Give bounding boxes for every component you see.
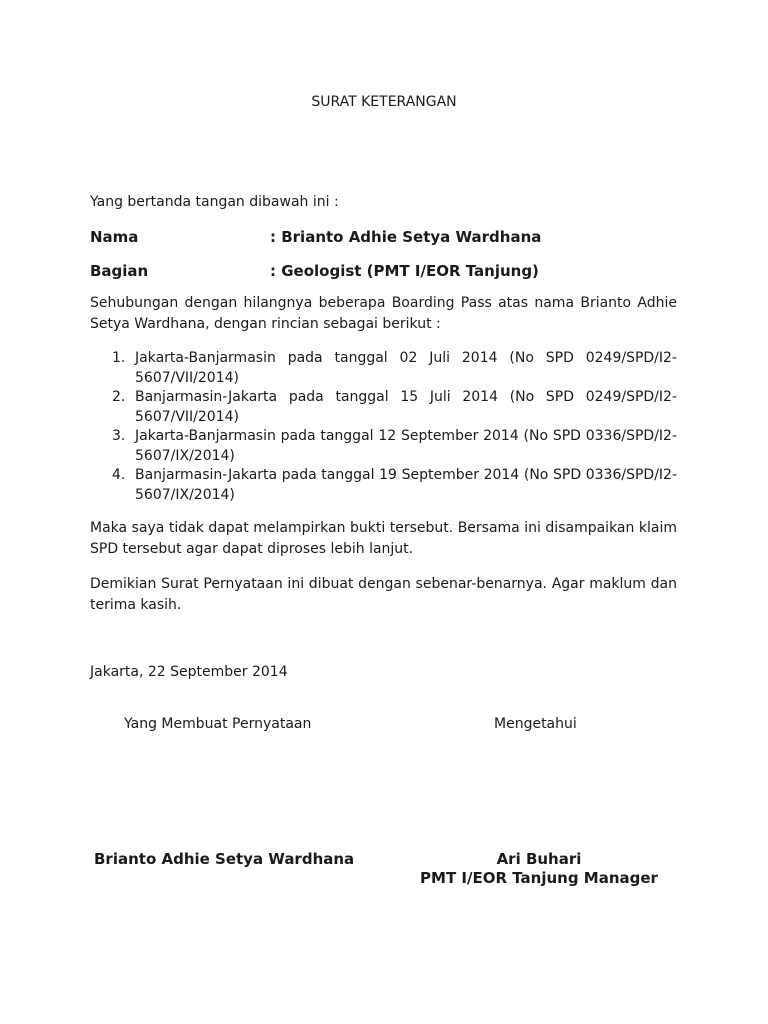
boarding-pass-list <box>90 349 677 505</box>
signer-position-right: PMT I/EOR Tanjung Manager <box>420 869 658 887</box>
list-item-text: Banjarmasin-Jakarta pada tanggal 15 Juli 2014 (No SPD 0249/SPD/I2-5607/VII/2014) <box>135 389 677 425</box>
field-label-bagian: Bagian <box>90 262 149 280</box>
field-value-nama: : Brianto Adhie Setya Wardhana <box>270 228 542 246</box>
field-value-bagian: : Geologist (PMT I/EOR Tanjung) <box>270 262 539 280</box>
list-item <box>90 466 677 505</box>
place-date: Jakarta, 22 September 2014 <box>90 664 288 680</box>
document-title: SURAT KETERANGAN <box>311 94 457 110</box>
list-item-text: Banjarmasin-Jakarta pada tanggal 19 September 2014 (No SPD 0336/SPD/I2-5607/IX/2014) <box>135 467 677 503</box>
signer-name-left: Brianto Adhie Setya Wardhana <box>94 850 355 868</box>
intro-text: Yang bertanda tangan dibawah ini : <box>90 194 339 210</box>
signer-name-right: Ari Buhari <box>496 850 582 868</box>
list-item-number: 4. <box>112 467 126 483</box>
paragraph-intro: Sehubungan dengan hilangnya beberapa Boarding Pass atas nama Brianto Adhie Setya Wardhana, dengan rincian sebagai berikut : <box>90 295 677 332</box>
list-item-number: 2. <box>112 389 126 405</box>
signature-right-heading: Mengetahui <box>494 716 577 732</box>
signature-left-heading: Yang Membuat Pernyataan <box>124 716 312 732</box>
paragraph-closing: Demikian Surat Pernyataan ini dibuat dengan sebenar-benarnya. Agar maklum dan terima kasih. <box>90 576 677 613</box>
list-item <box>90 427 677 466</box>
list-item-number: 3. <box>112 428 126 444</box>
list-item-number: 1. <box>112 350 126 366</box>
list-item-text: Jakarta-Banjarmasin pada tanggal 02 Juli 2014 (No SPD 0249/SPD/I2-5607/VII/2014) <box>135 350 677 386</box>
list-item-text: Jakarta-Banjarmasin pada tanggal 12 September 2014 (No SPD 0336/SPD/I2-5607/IX/2014) <box>135 428 677 464</box>
list-item <box>90 349 677 388</box>
field-label-nama: Nama <box>90 228 139 246</box>
paragraph-claim: Maka saya tidak dapat melampirkan bukti tersebut. Bersama ini disampaikan klaim SPD tersebut agar dapat diproses lebih lanjut. <box>90 520 677 557</box>
list-item <box>90 388 677 427</box>
